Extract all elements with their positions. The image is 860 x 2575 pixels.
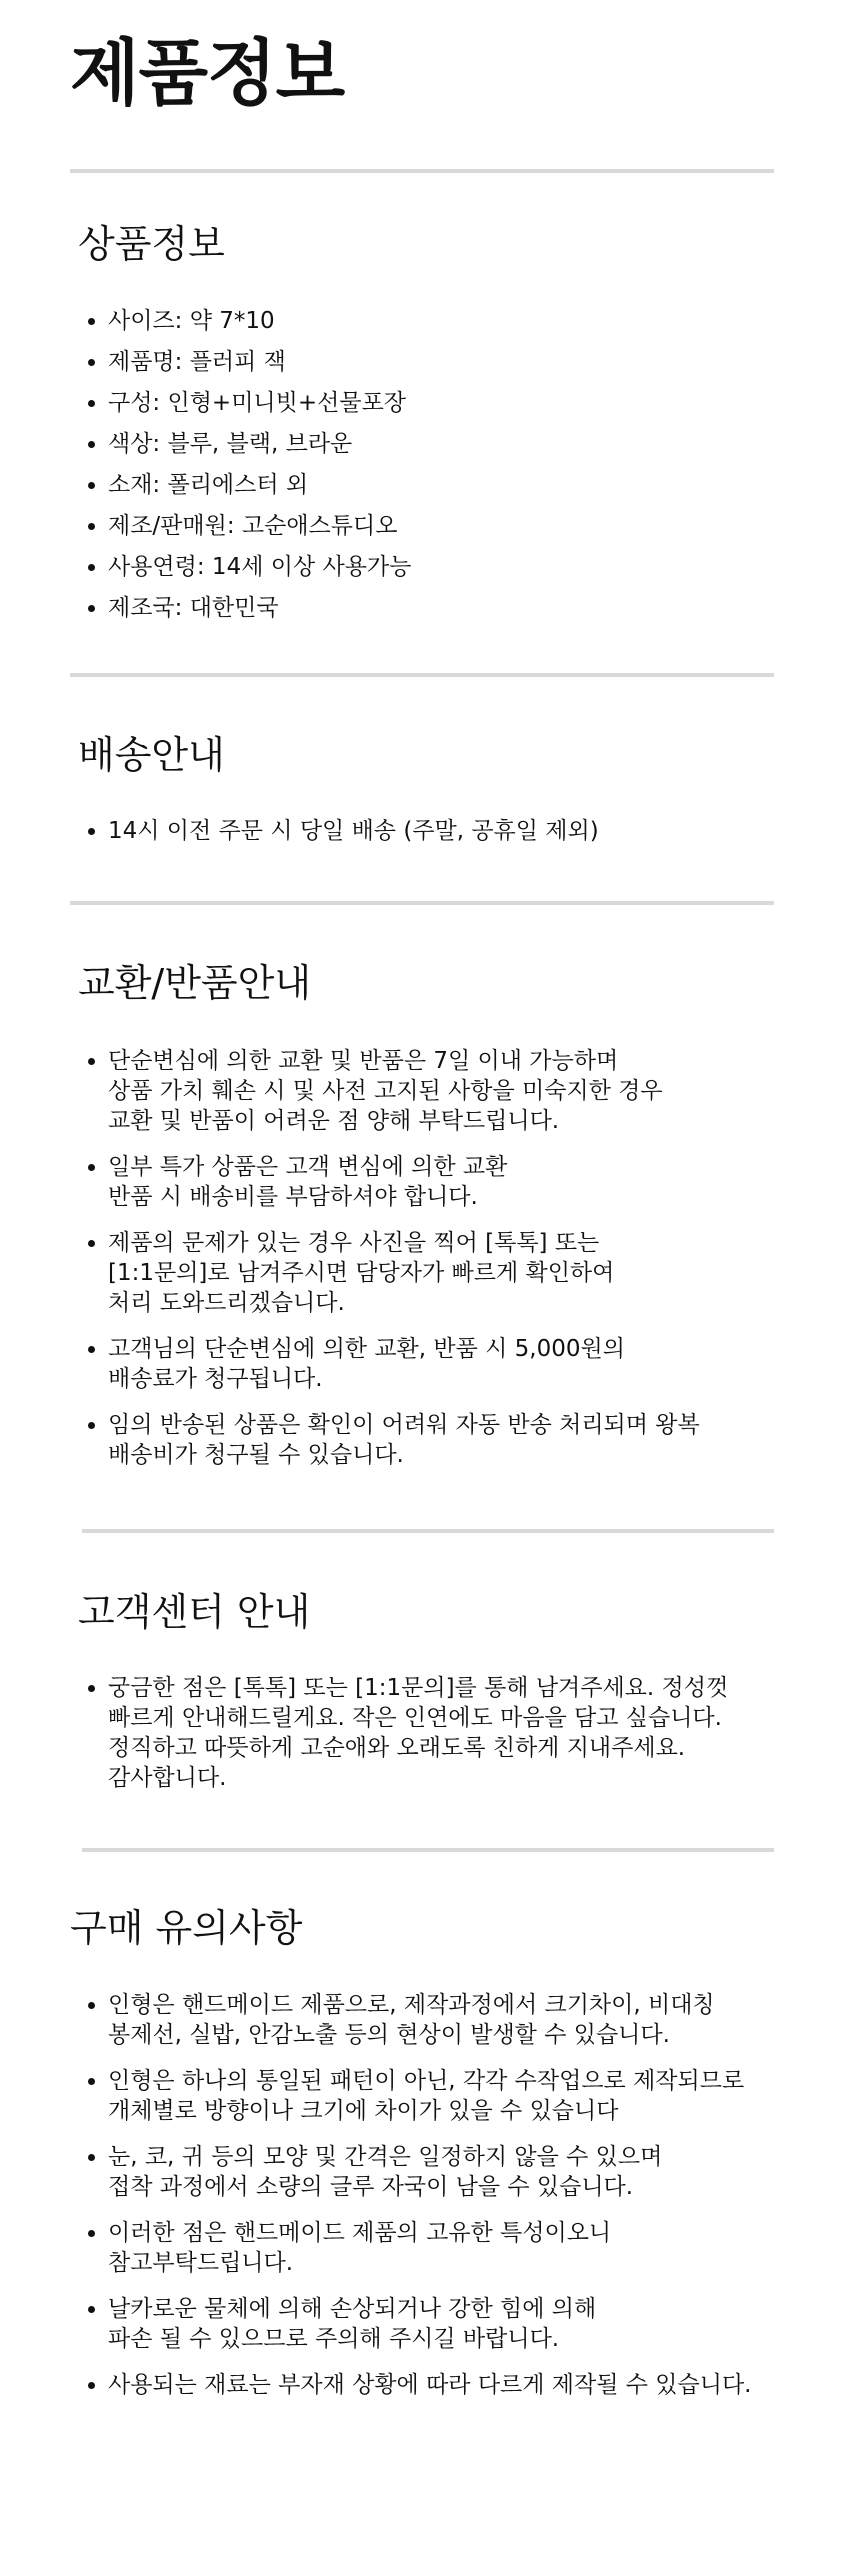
list-item [108, 388, 411, 418]
divider [82, 1529, 774, 1533]
divider [70, 901, 774, 905]
list-item-text: • 인형은 핸드메이드 제품으로, 제작과정에서 크기차이, 비대칭 [108, 1992, 715, 2018]
list-item-text: • 인형은 하나의 통일된 패턴이 아닌, 각각 수작업으로 제작되므로 [108, 2068, 745, 2094]
exchange-return-list [70, 1046, 700, 1470]
list-item-text: [1:1문의]로 남겨주시면 담당자가 빠르게 확인하여 [108, 1260, 615, 1286]
list-item [108, 347, 411, 377]
list-item-text: • 제품명: 플러피 잭 [108, 349, 286, 375]
list-item-text: 처리 도와드리겠습니다. [108, 1290, 345, 1316]
list-item [108, 1673, 728, 1793]
list-item-text: 참고부탁드립니다. [108, 2250, 294, 2276]
list-item [108, 2218, 751, 2278]
list-item-text: • 일부 특가 상품은 고객 변심에 의한 교환 [108, 1154, 508, 1180]
divider [70, 673, 774, 677]
list-item-text: 감사합니다. [108, 1765, 227, 1791]
list-item [108, 511, 411, 541]
list-item [108, 2066, 751, 2126]
list-item-text: • 이러한 점은 핸드메이드 제품의 고유한 특성이오니 [108, 2220, 612, 2246]
list-item-text: • 제품의 문제가 있는 경우 사진을 찍어 [톡톡] 또는 [108, 1230, 600, 1256]
list-item [108, 1334, 700, 1394]
list-item-text: 교환 및 반품이 어려운 점 양해 부탁드립니다. [108, 1108, 560, 1134]
list-item-text: • 14시 이전 주문 시 당일 배송 (주말, 공휴일 제외) [108, 818, 599, 844]
list-item [108, 1410, 700, 1470]
list-item [108, 306, 411, 336]
list-item-text: • 색상: 블루, 블랙, 브라운 [108, 431, 353, 457]
list-item-text: • 임의 반송된 상품은 확인이 어려워 자동 반송 처리되며 왕복 [108, 1412, 700, 1438]
list-item [108, 429, 411, 459]
list-item-text: • 소재: 폴리에스터 외 [108, 472, 309, 498]
list-item-text: 배송료가 청구됩니다. [108, 1366, 323, 1392]
list-item [108, 2294, 751, 2354]
list-item-text: • 날카로운 물체에 의해 손상되거나 강한 힘에 의해 [108, 2296, 597, 2322]
list-item-text: • 단순변심에 의한 교환 및 반품은 7일 이내 가능하며 [108, 1048, 619, 1074]
list-item [108, 2370, 751, 2400]
divider [70, 169, 774, 173]
list-item [108, 1152, 700, 1212]
section-title-shipping: 배송안내 [78, 733, 225, 777]
list-item-text: • 눈, 코, 귀 등의 모양 및 간격은 일정하지 않을 수 있으며 [108, 2144, 663, 2170]
list-item-text: • 궁금한 점은 [톡톡] 또는 [1:1문의]를 통해 남겨주세요. 정성껏 [108, 1675, 729, 1701]
shipping-list [70, 816, 599, 846]
list-item [108, 1046, 700, 1136]
list-item-text: 상품 가치 훼손 시 및 사전 고지된 사항을 미숙지한 경우 [108, 1078, 663, 1104]
list-item [108, 593, 411, 623]
list-item-text: 개체별로 방향이나 크기에 차이가 있을 수 있습니다 [108, 2098, 619, 2124]
section-title-customer-center: 고객센터 안내 [78, 1590, 311, 1634]
section-title-exchange-return: 교환/반품안내 [78, 961, 312, 1005]
list-item [108, 1228, 700, 1318]
product-info-list [70, 306, 411, 634]
list-item-text: 정직하고 따뜻하게 고순애와 오래도록 친하게 지내주세요. [108, 1735, 686, 1761]
list-item-text: • 사용되는 재료는 부자재 상황에 따라 다르게 제작될 수 있습니다. [108, 2372, 752, 2398]
list-item [108, 552, 411, 582]
purchase-notes-list [70, 1990, 751, 2400]
customer-center-list [70, 1673, 728, 1793]
list-item-text: • 사이즈: 약 7*10 [108, 308, 275, 334]
list-item-text: 배송비가 청구될 수 있습니다. [108, 1442, 404, 1468]
list-item-text: • 제조국: 대한민국 [108, 595, 279, 621]
section-title-purchase-notes: 구매 유의사항 [70, 1906, 303, 1950]
list-item [108, 470, 411, 500]
list-item [108, 2142, 751, 2202]
list-item-text: • 제조/판매원: 고순애스튜디오 [108, 513, 398, 539]
list-item-text: 반품 시 배송비를 부담하셔야 합니다. [108, 1184, 478, 1210]
section-title-product-info: 상품정보 [78, 222, 225, 266]
list-item-text: • 고객님의 단순변심에 의한 교환, 반품 시 5,000원의 [108, 1336, 625, 1362]
list-item-text: 접착 과정에서 소량의 글루 자국이 남을 수 있습니다. [108, 2174, 634, 2200]
list-item-text: 파손 될 수 있으므로 주의해 주시길 바랍니다. [108, 2326, 560, 2352]
list-item-text: 빠르게 안내해드릴게요. 작은 인연에도 마음을 담고 싶습니다. [108, 1705, 722, 1731]
list-item [108, 1990, 751, 2050]
page-title: 제품정보 [70, 31, 345, 115]
list-item [108, 816, 599, 846]
list-item-text: • 구성: 인형+미니빗+선물포장 [108, 390, 407, 416]
divider [82, 1848, 774, 1852]
list-item-text: • 사용연령: 14세 이상 사용가능 [108, 554, 412, 580]
list-item-text: 봉제선, 실밥, 안감노출 등의 현상이 발생할 수 있습니다. [108, 2022, 670, 2048]
